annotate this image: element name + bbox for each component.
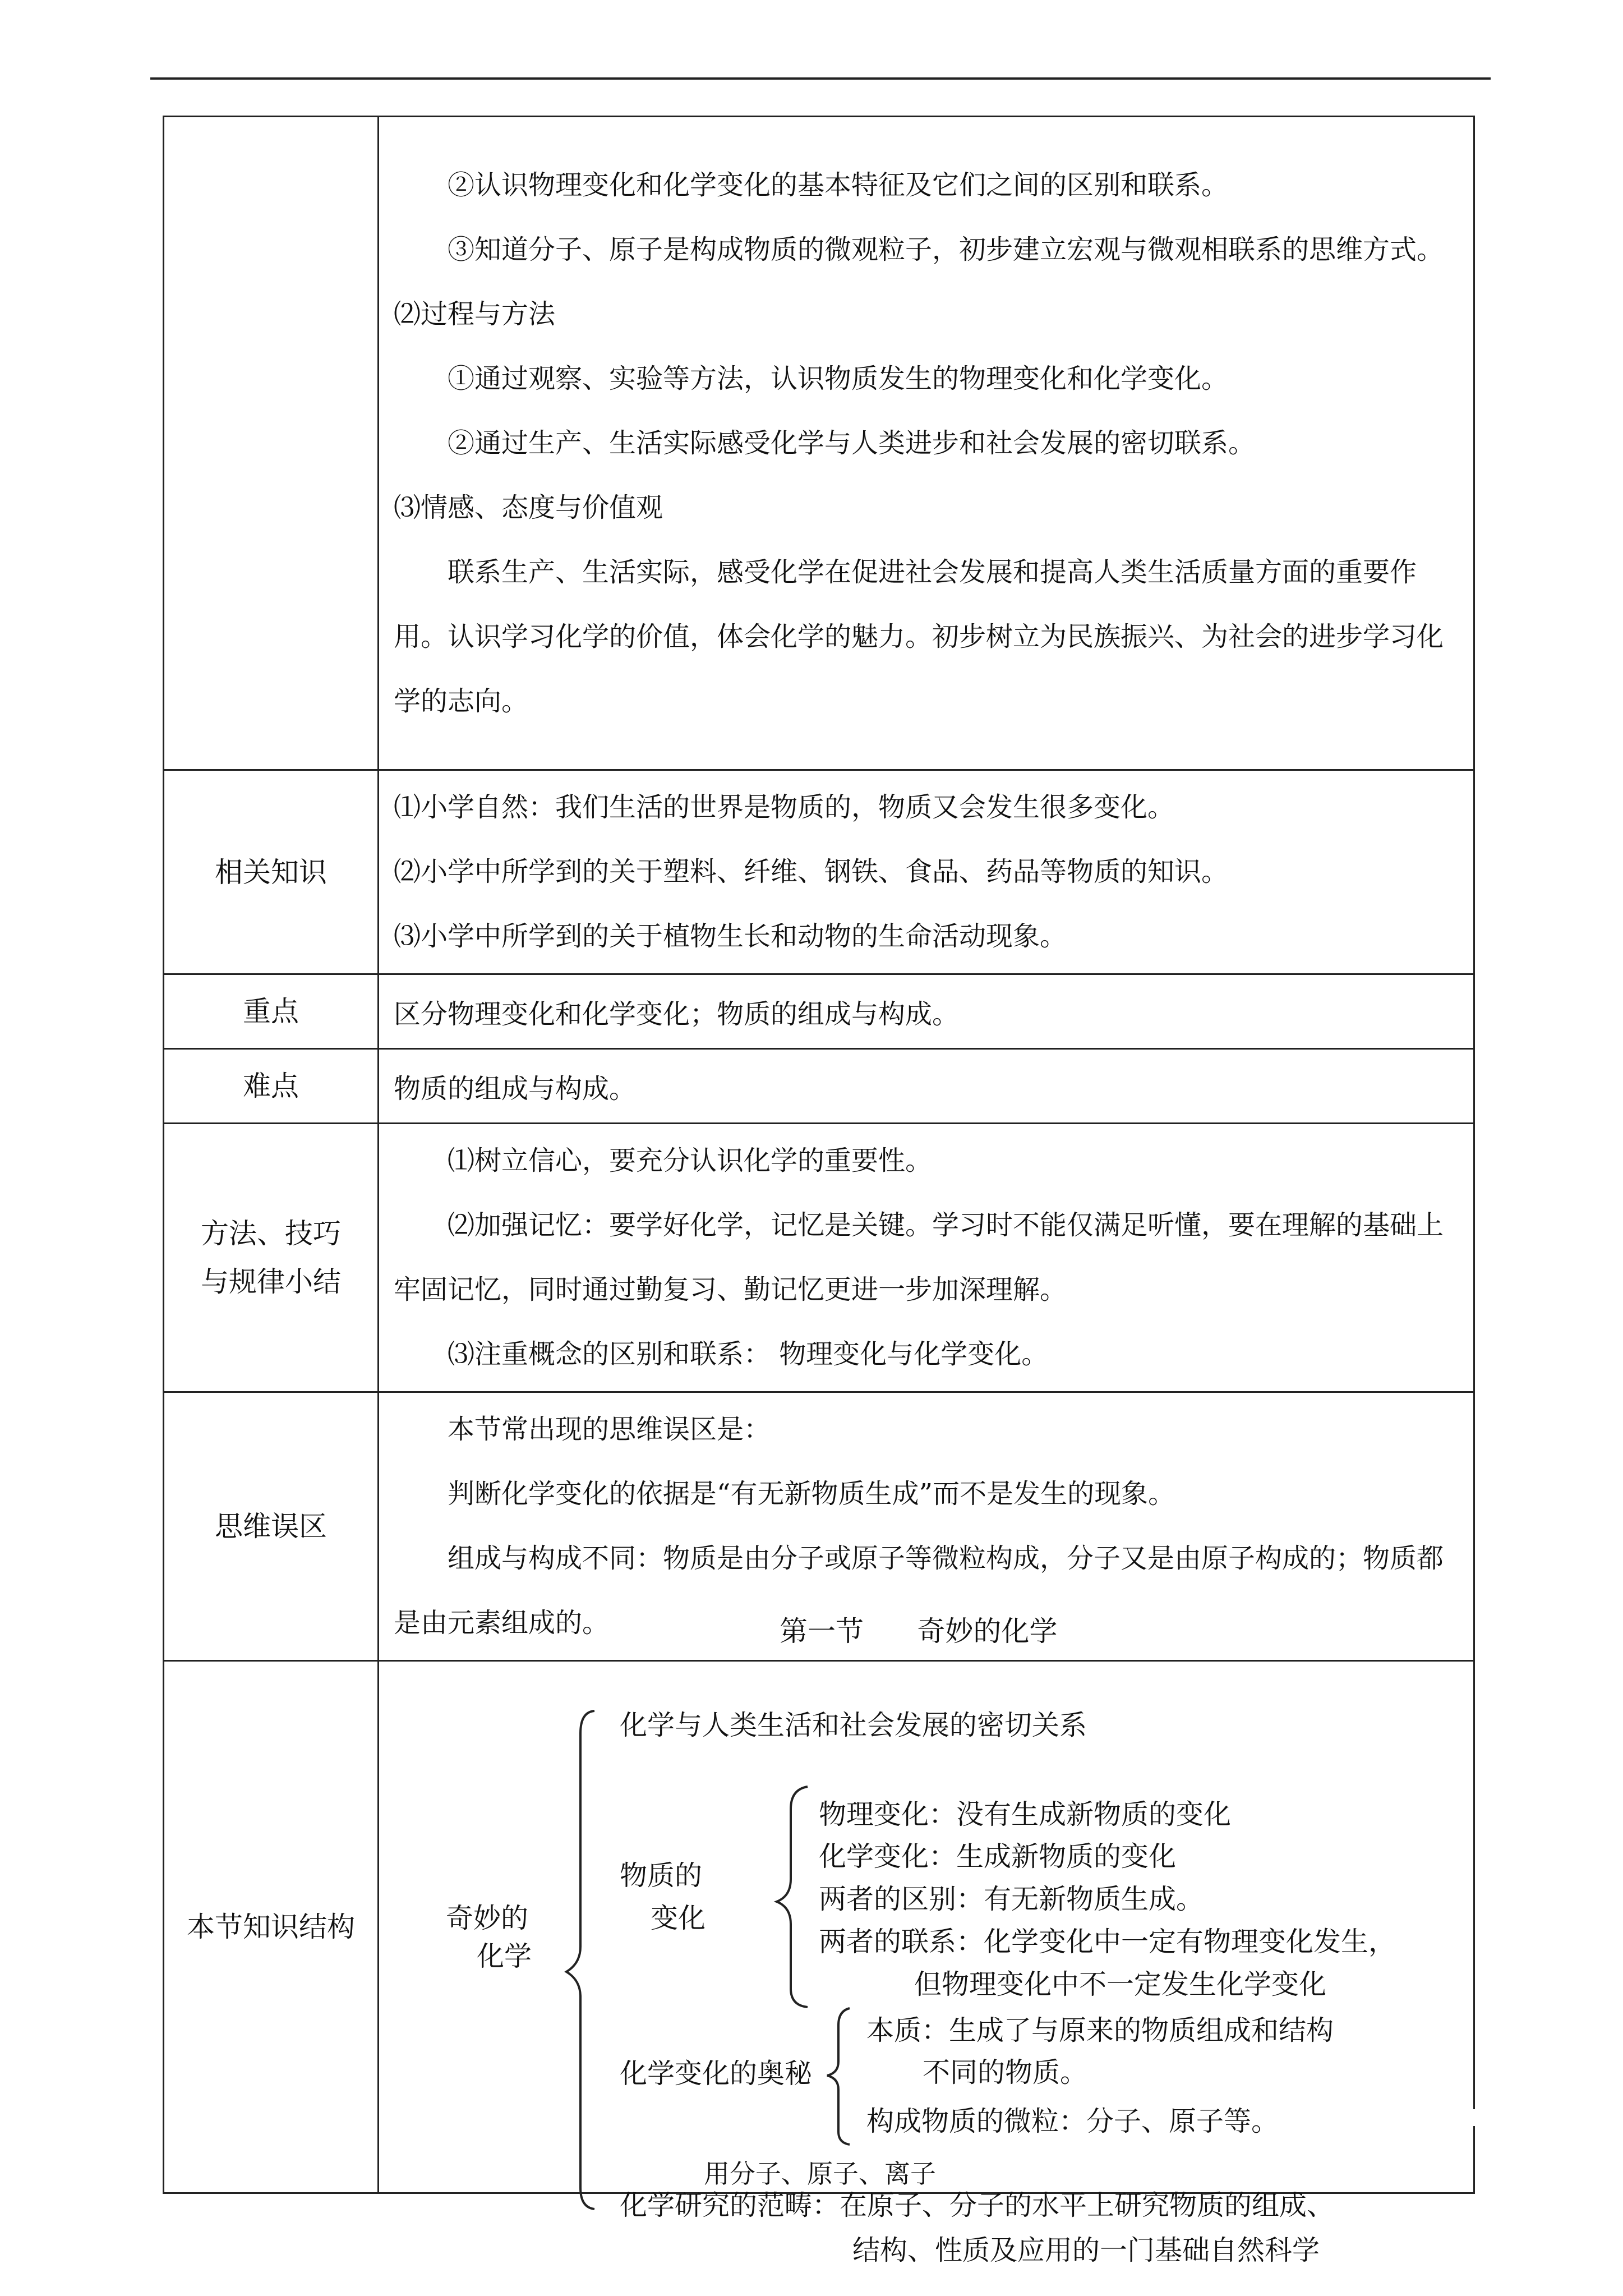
branch-line: 变化 [651, 1902, 706, 1934]
secret-item: 不同的物质。 [923, 2056, 1088, 2088]
objective-heading: ⑵过程与方法 [394, 298, 556, 330]
related-line: ⑴小学自然：我们生活的世界是物质的，物质又会发生很多变化。 [394, 792, 1175, 823]
change-brace [777, 1787, 808, 2007]
branch-text: 化学变化的奥秘 [620, 2058, 813, 2090]
objective-heading: ⑶情感、态度与价值观 [394, 491, 663, 523]
method-line: ⑵加强记忆：要学好化学，记忆是关键。学习时不能仅满足听懂，要在理解的基础上牢固记忆，同时通过勤复习、勤记忆更进一步加深理解。 [394, 1209, 1444, 1305]
objective-line: ③知道分子、原子是构成物质的微观粒子，初步建立宏观与微观相联系的思维方式。 [448, 233, 1444, 265]
branch-line: 物质的 [620, 1860, 703, 1892]
root-line: 奇妙的 [446, 1902, 529, 1934]
root-line: 化学 [477, 1940, 532, 1972]
key-point-label: 重点 [164, 974, 379, 1049]
branch-life-society [620, 1709, 1087, 1741]
key-point-text: 区分物理变化和化学变化；物质的组成与构成。 [379, 974, 1474, 1049]
change-item: 化学变化：生成新物质的变化 [819, 1841, 1177, 1872]
related-line: ⑶小学中所学到的关于植物生长和动物的生命活动现象。 [394, 921, 1067, 952]
change-item: 两者的区别：有无新物质生成。 [819, 1883, 1204, 1915]
section-title: 第一节 奇妙的化学 [780, 1615, 1058, 1648]
structure-label: 本节知识结构 [164, 1661, 379, 2193]
branch-text: 化学与人类生活和社会发展的密切关系 [620, 1709, 1087, 1741]
method-line: ⑴树立信心，要充分认识化学的重要性。 [448, 1145, 933, 1176]
secret-item: 构成物质的微粒：分子、原子等。 [866, 2105, 1279, 2137]
change-item: 两者的联系：化学变化中一定有物理变化发生， [819, 1926, 1396, 1958]
partial-line [704, 2157, 936, 2189]
methods-label-line: 方法、技巧 [201, 1217, 341, 1250]
misconception-line: 组成与构成不同：物质是由分子或原子等微粒构成，分子又是由原子构成的；物质都是由元素组成的。 [394, 1543, 1444, 1639]
related-label: 相关知识 [164, 770, 379, 974]
secret-item: 本质：生成了与原来的物质组成和结构 [866, 2014, 1334, 2046]
methods-label-line: 与规律小结 [201, 1266, 341, 1298]
misconception-line: 判断化学变化的依据是“有无新物质生成”而不是发生的现象。 [448, 1478, 1175, 1510]
difficulty-text: 物质的组成与构成。 [379, 1049, 1474, 1124]
branch-research-scope: 化学研究的范畴：在原子、分子的水平上研究物质的组成、 [620, 2189, 1335, 2221]
misconception-line: 本节常出现的思维误区是： [448, 1414, 771, 1445]
change-item-text: 但物理变化中不一定发生化学变化 [914, 1968, 1327, 2000]
method-line: ⑶注重概念的区别和联系： 物理变化与化学变化。 [448, 1338, 1049, 1370]
branch-matter-change [620, 1859, 706, 1935]
related-line: ⑵小学中所学到的关于塑料、纤维、钢铁、食品、药品等物质的知识。 [394, 856, 1229, 887]
change-item-partial [914, 1968, 1327, 2000]
main-brace [566, 1711, 594, 2209]
change-item: 物理变化：没有生成新物质的变化 [819, 1798, 1232, 1830]
objective-line: ②通过生产、生活实际感受化学与人类进步和社会发展的密切联系。 [448, 427, 1256, 459]
misconceptions-label: 思维误区 [164, 1392, 379, 1661]
objective-line: 联系生产、生活实际，感受化学在促进社会发展和提高人类生活质量方面的重要作用。认识学习化学的价值，体会化学的魅力。初步树立为民族振兴、为社会的进步学习化学的志向。 [394, 556, 1444, 717]
branch-research-scope-cont: 结构、性质及应用的一门基础自然科学 [852, 2234, 1320, 2266]
secret-brace [827, 2008, 850, 2145]
branch-chem-secret [620, 2057, 813, 2090]
objective-line: ②认识物理变化和化学变化的基本特征及它们之间的区别和联系。 [448, 169, 1229, 201]
partial-text: 用分子、原子、离子 [704, 2159, 936, 2189]
objective-line: ①通过观察、实验等方法，认识物质发生的物理变化和化学变化。 [448, 362, 1229, 394]
root-node [446, 1902, 532, 1973]
difficulty-label: 难点 [164, 1049, 379, 1124]
